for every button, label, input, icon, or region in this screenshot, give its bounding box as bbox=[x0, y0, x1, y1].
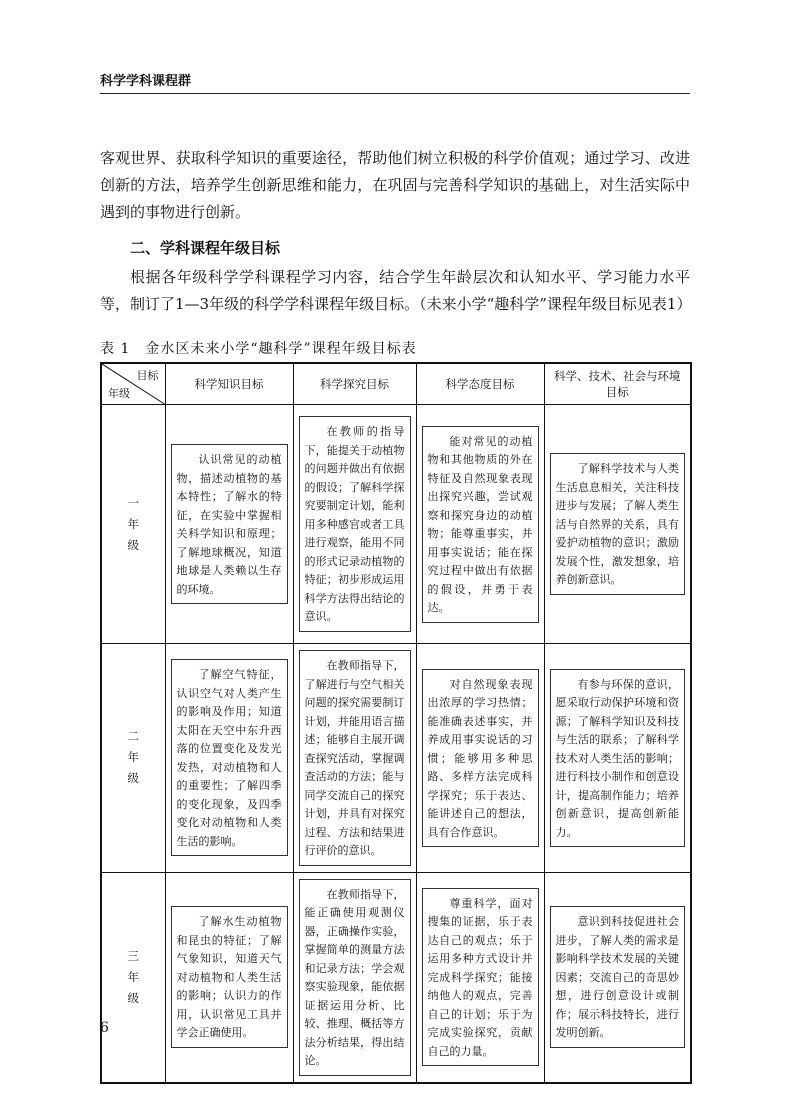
header-rule bbox=[100, 93, 690, 94]
table-cell-inquiry: 在教师指导下，了解进行与空气相关问题的探究需要制订计划，并能用语言描述；能够自主展开调查探究活动，掌握调查活动的方法；能与同学交流自己的探究计划，并具有对探究过程、方法和结果进行评价的意识。 bbox=[293, 644, 416, 873]
corner-label-goal: 目标 bbox=[136, 369, 159, 382]
table-cell-knowledge: 认识常见的动植物，描述动植物的基本特性；了解水的特征，在实验中掌握相关科学知识和原理；了解地球概况，知道地球是人类赖以生存的环境。 bbox=[165, 405, 293, 644]
grade-label: 三 年 级 bbox=[101, 872, 165, 1083]
corner-label-grade: 年级 bbox=[108, 387, 130, 400]
header-inquiry-goal: 科学探究目标 bbox=[293, 363, 416, 405]
grade-label: 二 年 级 bbox=[101, 644, 165, 873]
table-caption: 表 1 金水区未来小学“趣科学”课程年级目标表 bbox=[100, 341, 417, 357]
page-number: 6 bbox=[100, 1020, 109, 1036]
running-header: 科学学科课程群 bbox=[100, 74, 192, 89]
table-cell-attitude: 尊重科学，面对搜集的证据，乐于表达自己的观点；乐于运用多种方式设计并完成科学探究；能接纳他人的观点，完善自己的计划；乐于为完成实验探究，贡献自己的力量。 bbox=[416, 872, 544, 1083]
table-cell-sts: 有参与环保的意识，愿采取行动保护环境和资源；了解科学知识及科技与生活的联系；了解科学技术对人类生活的影响；进行科技小制作和创意设计，提高制作能力；培养创新意识，提高创新能力。 bbox=[544, 644, 691, 873]
table-cell-attitude: 能对常见的动植物和其他物质的外在特征及自然现象表现出探究兴趣，尝试观察和探究身边的动植物；能尊重事实，并用事实说话；能在探究过程中做出有依据的假设，并勇于表达。 bbox=[416, 405, 544, 644]
table-header-row bbox=[101, 363, 691, 405]
table-row bbox=[101, 405, 691, 644]
table-cell-sts: 了解科学技术与人类生活息息相关，关注科技进步与发展；了解人类生活与自然界的关系，具有爱护动植物的意识；激励发展个性，激发想象，培养创新意识。 bbox=[544, 405, 691, 644]
header-attitude-goal: 科学态度目标 bbox=[416, 363, 544, 405]
grade-goals-table bbox=[100, 362, 692, 1084]
table-cell-sts: 意识到科技促进社会进步，了解人类的需求是影响科学技术发展的关键因素；交流自己的奇思妙想，进行创意设计或制作；展示科技特长，进行发明创新。 bbox=[544, 872, 691, 1083]
table-cell-attitude: 对自然现象表现出浓厚的学习热情；能准确表述事实，并养成用事实说话的习惯；能够用多种思路、多样方法完成科学探究；乐于表达、能讲述自己的想法，具有合作意识。 bbox=[416, 644, 544, 873]
table-row bbox=[101, 872, 691, 1083]
header-sts-goal: 科学、技术、社会与环境目标 bbox=[544, 363, 691, 405]
table-row bbox=[101, 644, 691, 873]
body-paragraph-2: 根据各年级科学学科课程学习内容，结合学生年龄层次和认知水平、学习能力水平等，制订了1—3年级的科学学科课程年级目标。（未来小学“趣科学”课程年级目标见表1） bbox=[100, 268, 692, 313]
grade-label: 一 年 级 bbox=[101, 405, 165, 644]
table-cell-inquiry: 在教师指导下，能正确使用观测仪器，正确操作实验，掌握简单的测量方法和记录方法；学会观察实验现象，能依据证据运用分析、比较、推理、概括等方法分析结果，得出结论。 bbox=[293, 872, 416, 1083]
table-cell-inquiry: 在教师的指导下，能提关于动植物的问题并做出有依据的假设；了解科学探究要制定计划，能利用多种感官或者工具进行观察，能用不同的形式记录动植物的特征；初步形成运用科学方法得出结论的意识。 bbox=[293, 405, 416, 644]
section-title: 二、学科课程年级目标 bbox=[130, 239, 281, 257]
table-corner-cell bbox=[101, 363, 165, 405]
table-cell-knowledge: 了解空气特征，认识空气对人类产生的影响及作用；知道太阳在天空中东升西落的位置变化及发光发热，对动植物和人的重要性；了解四季的变化现象，及四季变化对动植物和人类生活的影响。 bbox=[165, 644, 293, 873]
body-paragraph-1: 客观世界、获取科学知识的重要途径，帮助他们树立积极的科学价值观；通过学习、改进创新的方法，培养学生创新思维和能力，在巩固与完善科学知识的基础上，对生活实际中遇到的事物进行创新。 bbox=[100, 149, 690, 221]
table-cell-knowledge: 了解水生动植物和昆虫的特征；了解气象知识，知道天气对动植物和人类生活的影响；认识力的作用，认识常见工具并学会正确使用。 bbox=[165, 872, 293, 1083]
header-knowledge-goal: 科学知识目标 bbox=[165, 363, 293, 405]
